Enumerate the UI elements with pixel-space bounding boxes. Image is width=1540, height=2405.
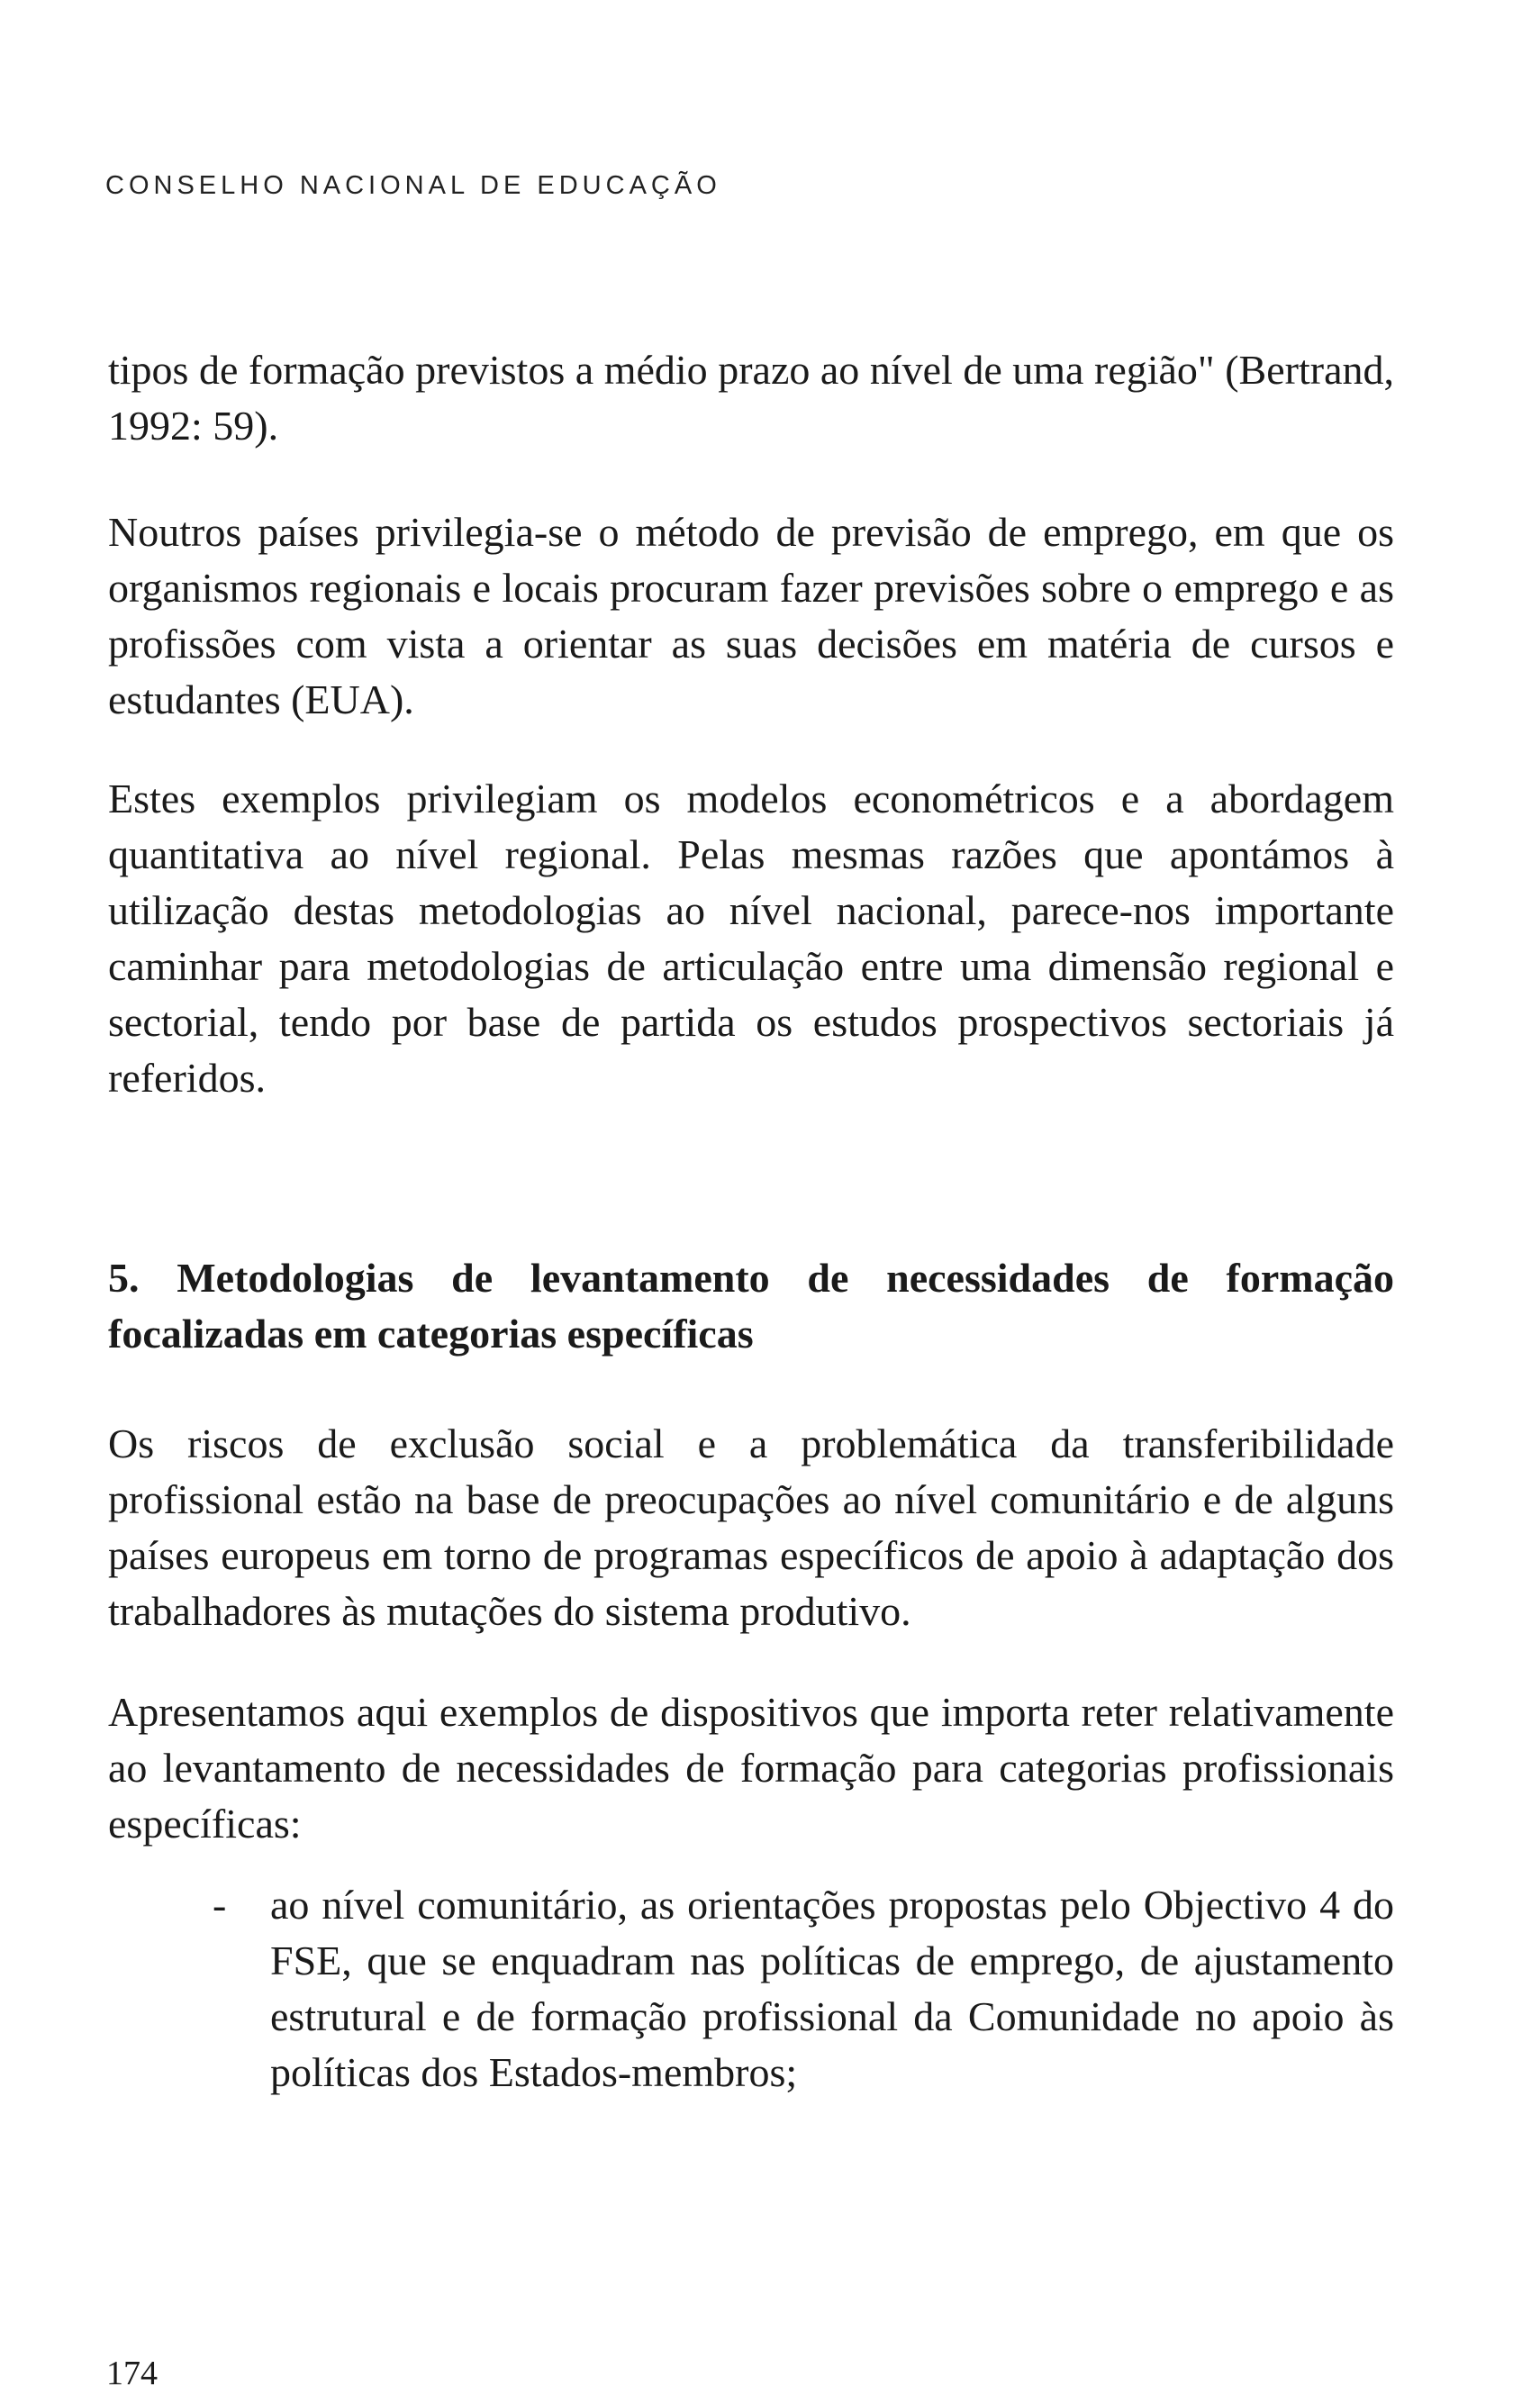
- list-item: ao nível comunitário, as orientações propostas pelo Objectivo 4 do FSE, que se enquadram nas políticas de emprego, de ajustamento estrutural e de formação profissional da Comunidade no apoio às políticas dos Estados-membros;: [270, 1882, 1394, 2095]
- paragraph-social-exclusion: Os riscos de exclusão social e a problemática da transferibilidade profissional estão na base de preocupações ao nível comunitário e de alguns países europeus em torno de programas específicos de apoio à adaptação dos trabalhadores às mutações do sistema produtivo.: [108, 1420, 1394, 1634]
- paragraph-econometric-models: Estes exemplos privilegiam os modelos econométricos e a abordagem quantitativa ao nível regional. Pelas mesmas razões que apontámos à utilização destas metodologias ao nível nacional, parece-nos importante caminhar para metodologias de articulação entre uma dimensão regional e sectorial, tendo por base de partida os estudos prospectivos sectoriais já referidos.: [108, 776, 1394, 1101]
- running-header: CONSELHO NACIONAL DE EDUCAÇÃO: [105, 171, 721, 200]
- paragraph-devices: Apresentamos aqui exemplos de dispositivos que importa reter relativamente ao levantamento de necessidades de formação para categorias profissionais específicas:: [108, 1689, 1394, 1847]
- section-heading: 5. Metodologias de levantamento de necessidades de formação focalizadas em categorias específicas: [108, 1255, 1394, 1357]
- paragraph-intro: tipos de formação previstos a médio prazo ao nível de uma região" (Bertrand, 1992: 59).: [108, 347, 1394, 449]
- list-bullet-marker: -: [213, 1882, 227, 1928]
- page-number: 174: [106, 2355, 158, 2392]
- paragraph-employment-forecast: Noutros países privilegia-se o método de previsão de emprego, em que os organismos regionais e locais procuram fazer previsões sobre o emprego e as profissões com vista a orientar as suas decisões em matéria de cursos e estudantes (EUA).: [108, 509, 1394, 722]
